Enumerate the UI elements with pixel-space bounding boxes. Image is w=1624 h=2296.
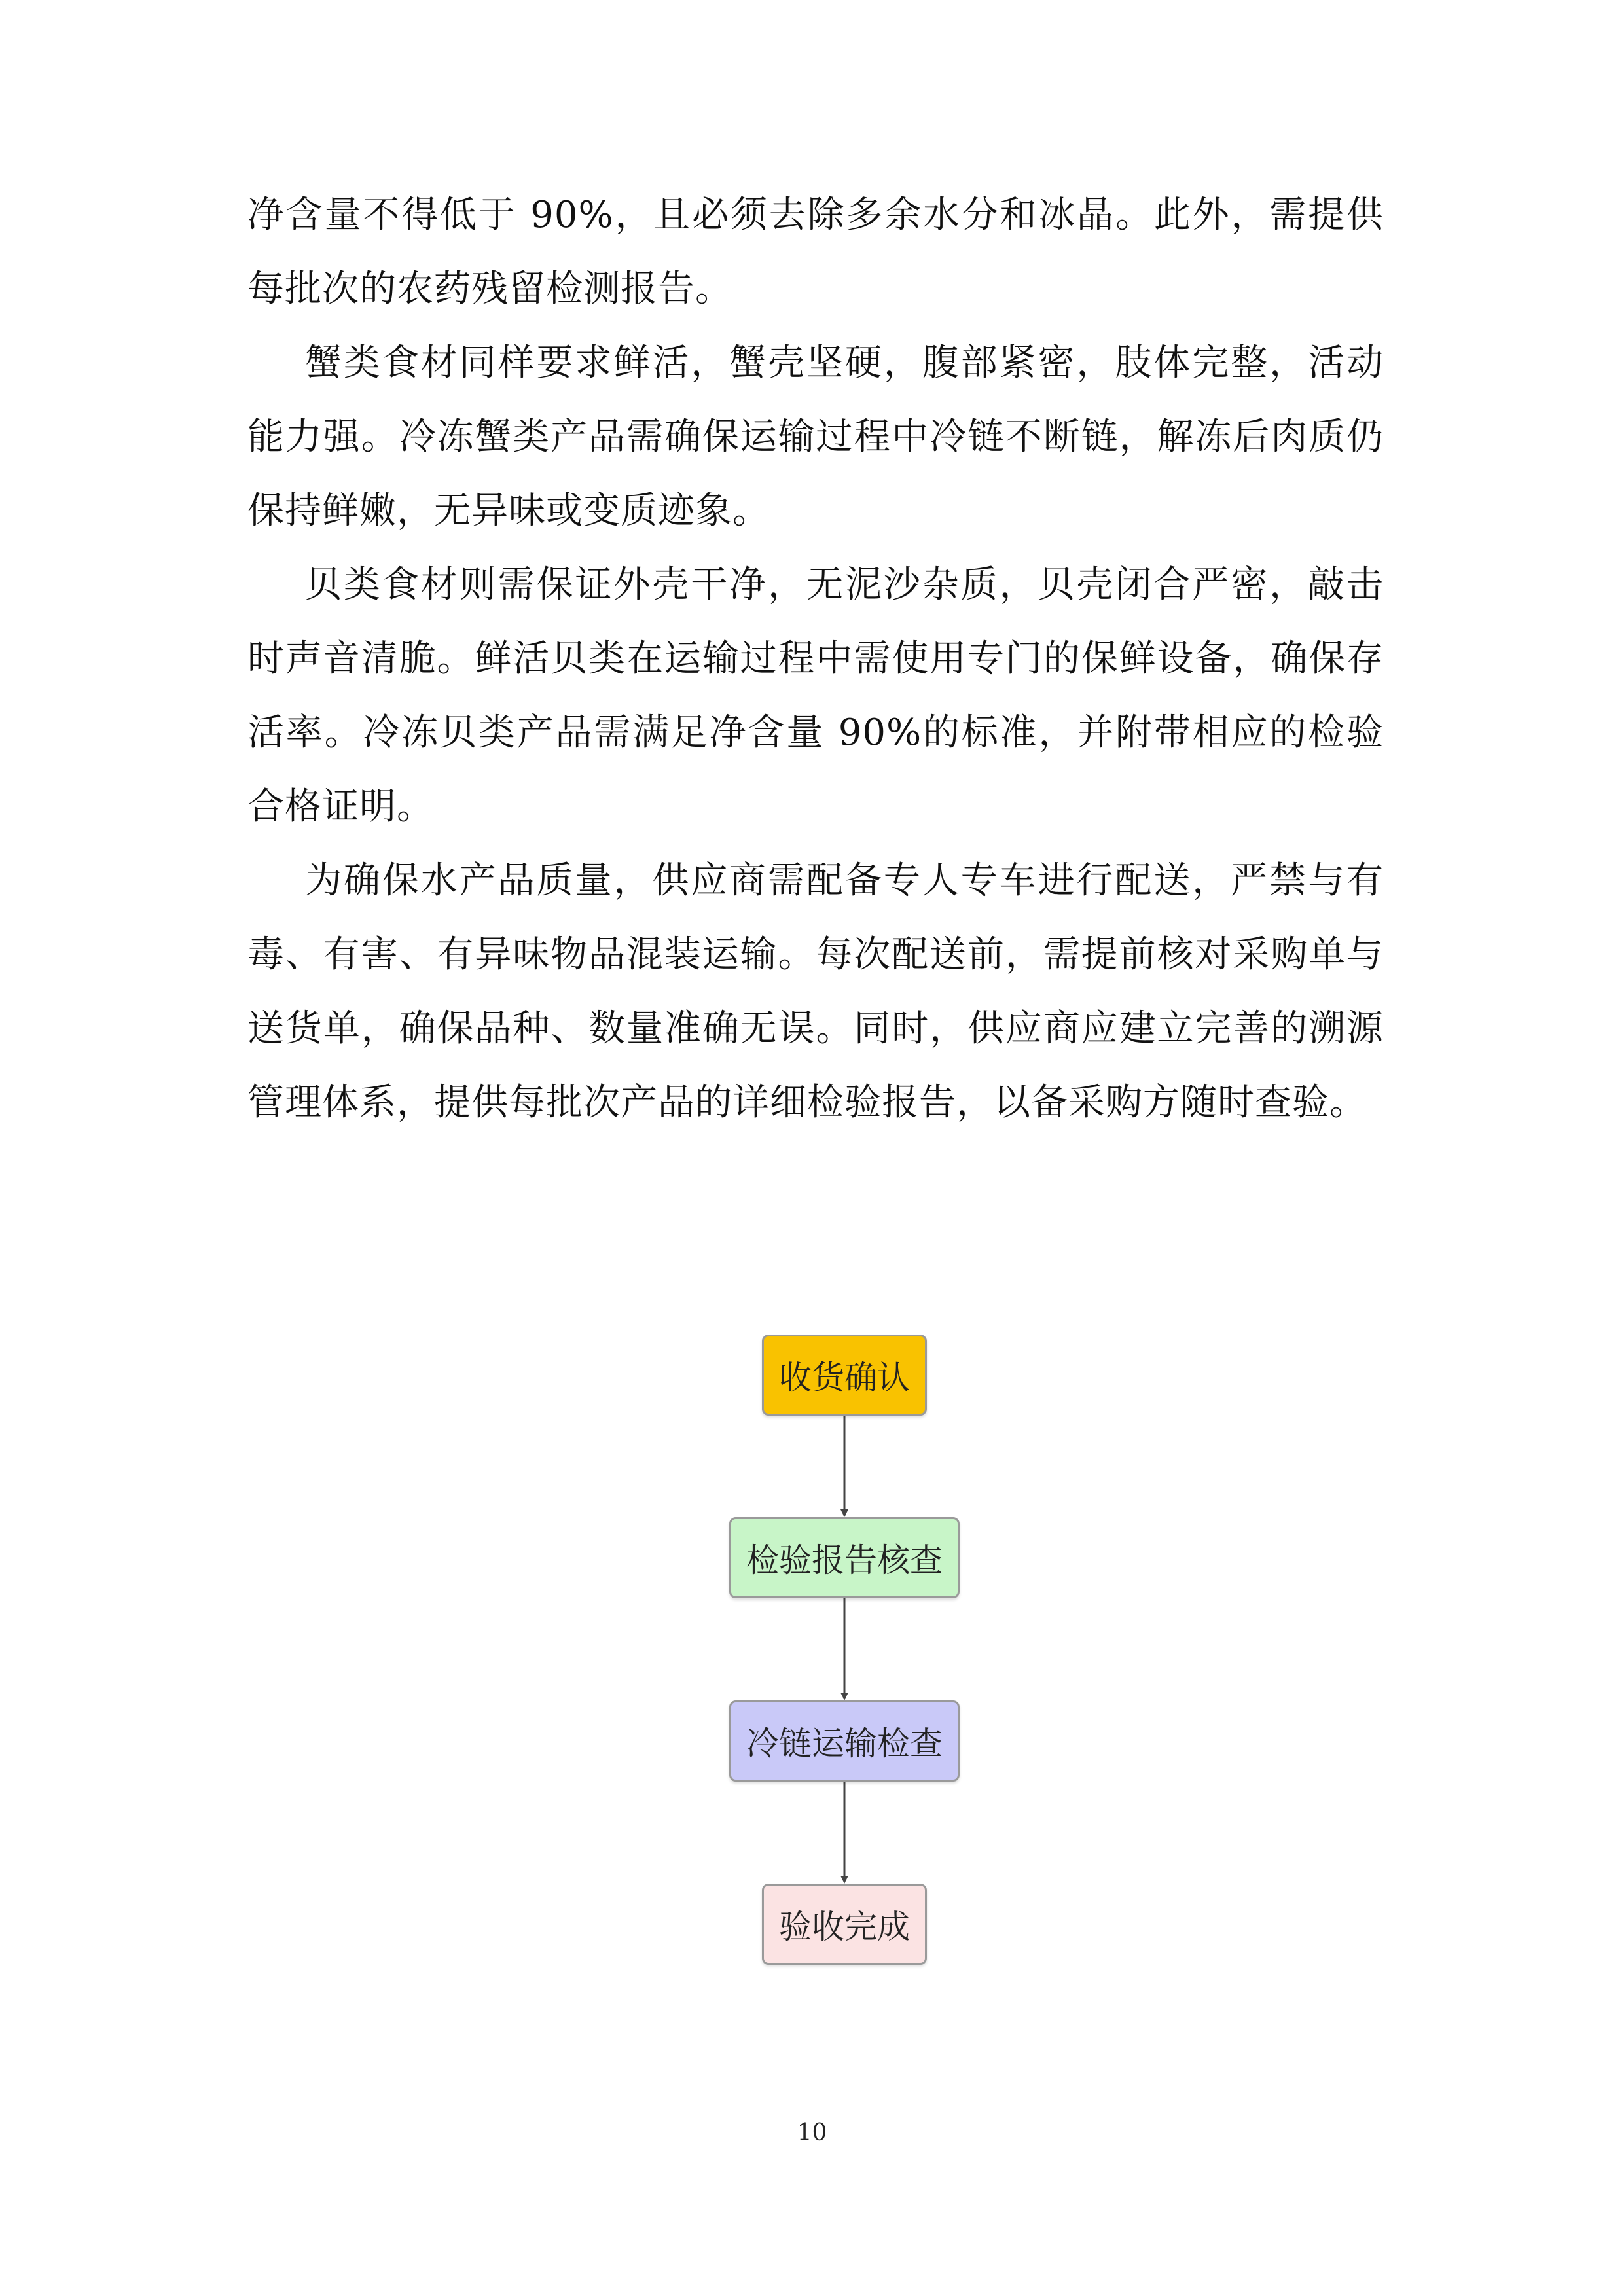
paragraph-4: 为确保水产品质量，供应商需配备专人专车进行配送，严禁与有毒、有害、有异味物品混装运输。每次配送前，需提前核对采购单与送货单，确保品种、数量准确无误。同时，供应商应建立完善的溯源管理体系，提供每批次产品的详细检验报告，以备采购方随时查验。 [247, 859, 1384, 1124]
flow-node-acceptance-complete: 验收完成 [762, 1884, 927, 1965]
page-number: 10 [797, 2119, 827, 2146]
paragraph-2: 蟹类食材同样要求鲜活，蟹壳坚硬，腹部紧密，肢体完整，活动能力强。冷冻蟹类产品需确保运输过程中冷链不断链，解冻后肉质仍保持鲜嫩，无异味或变质迹象。 [247, 342, 1384, 532]
paragraph-3: 贝类食材则需保证外壳干净，无泥沙杂质，贝壳闭合严密，敲击时声音清脆。鲜活贝类在运输过程中需使用专门的保鲜设备，确保存活率。冷冻贝类产品需满足净含量 90%的标准，并附带相应的检验合格证明。 [247, 564, 1384, 828]
flow-node-receipt-confirm: 收货确认 [762, 1335, 927, 1416]
body-text [247, 178, 1384, 1139]
paragraph-1: 净含量不得低于 90%，且必须去除多余水分和冰晶。此外，需提供每批次的农药残留检测报告。 [247, 194, 1384, 310]
flow-node-report-check: 检验报告核查 [729, 1517, 960, 1598]
flow-node-cold-chain-check: 冷链运输检查 [729, 1700, 960, 1782]
